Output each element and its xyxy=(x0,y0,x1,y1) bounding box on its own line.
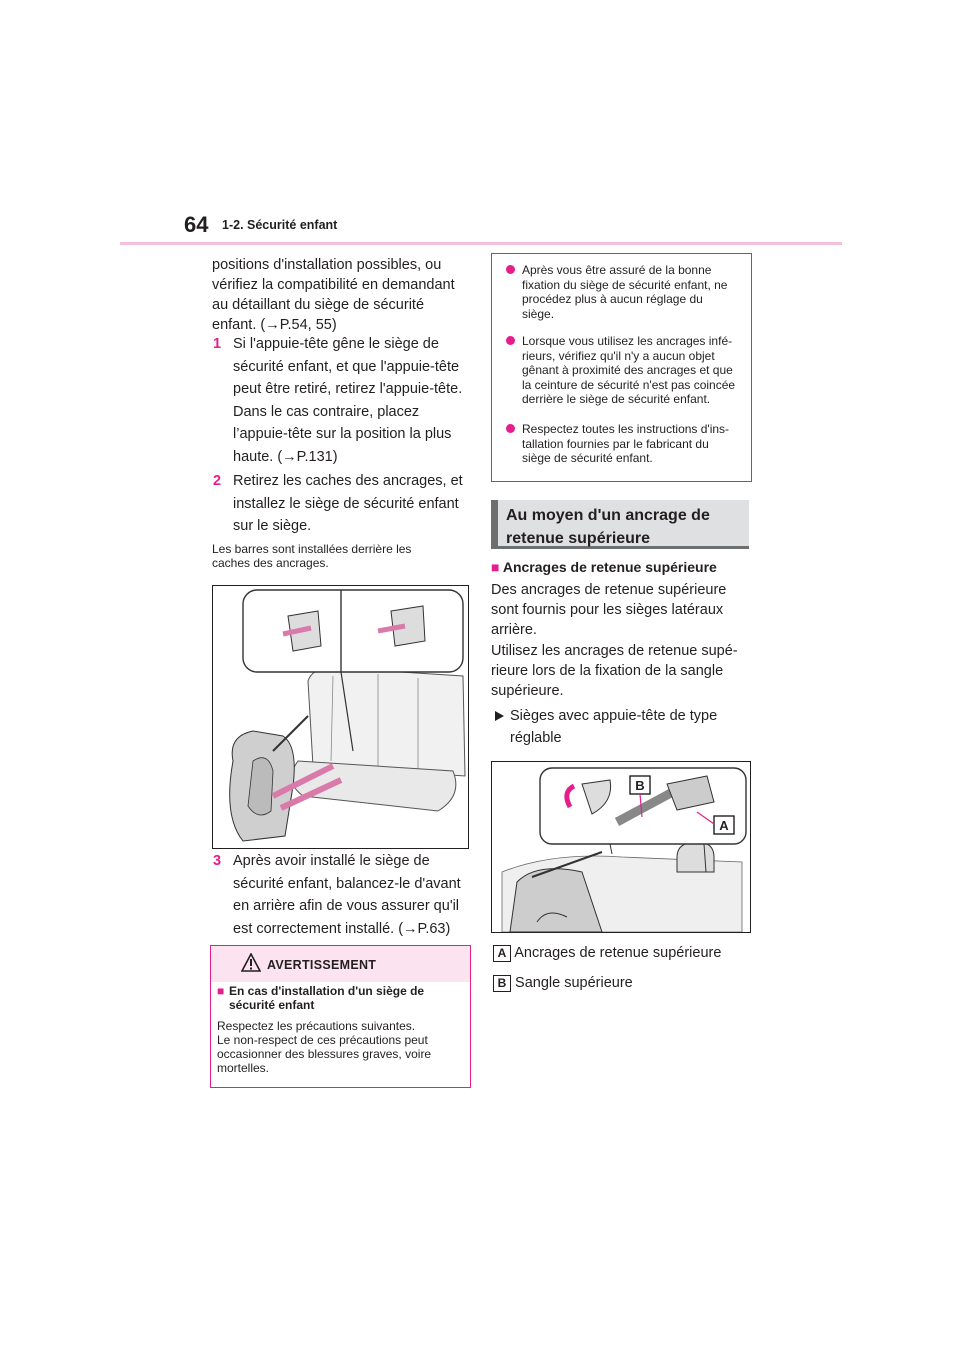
warning-box xyxy=(210,945,471,1088)
intro-line: positions d'installation possibles, ou xyxy=(212,257,442,273)
legend-text: Ancrages de retenue supérieure xyxy=(514,945,722,961)
warning-body: Respectez les précautions suivantes. Le non-respect de ces précautions peut occasionner des blessures graves, voire mortelles. xyxy=(217,1019,432,1075)
paragraph-1: Des ancrages de retenue supérieure sont fournis pour les sièges latéraux arrière. xyxy=(491,582,727,638)
anchor-note: Les barres sont installées derrière les caches des ancrages. xyxy=(212,542,412,570)
section-heading xyxy=(491,500,749,549)
step-1: 1 Si l'appuie-tête gêne le siège de sécurité enfant, et que l'appuie-tête peut être retiré, retirez l'appuie-tête. Dans le cas contraire, placez l’appuie-tête sur la position la plus haute. (→P.131) xyxy=(233,333,478,468)
intro-paragraph xyxy=(212,255,472,335)
legend-a xyxy=(493,944,755,962)
intro-line: vérifiez la compatibilité en demandant xyxy=(212,277,455,293)
figure-label-a: A xyxy=(719,818,729,833)
figure-label-b: B xyxy=(635,778,645,793)
legend-key: B xyxy=(493,975,511,992)
warning-header xyxy=(211,946,470,982)
step-number: 1 xyxy=(213,336,222,352)
legend-b xyxy=(493,974,755,992)
intro-line: enfant. (→P.54, 55) xyxy=(212,317,337,333)
subheading: ■ Ancrages de retenue supérieure xyxy=(491,559,717,575)
warning-subhead: ■ En cas d'installation d'un siège de sécurité enfant xyxy=(217,984,425,1012)
square-bullet-icon: ■ xyxy=(217,984,225,998)
notes-box: Après vous être assuré de la bonne fixation du siège de sécurité enfant, ne procédez plus à aucun réglage du siège. Lorsque vous utilisez les ancrages infé- rieurs, vérifiez qu'il n'y a aucun objet gênant à proximité des ancrages et que la ceinture de sécurité n'est pas coincée derrière le siège de sécurité enfant. Respectez toutes les instructions d'ins- tallation fournies par le fabricant du siège de sécurité enfant. xyxy=(491,253,752,482)
child-seat-install-drawing xyxy=(213,586,468,848)
legend-text: Sangle supérieure xyxy=(515,975,633,991)
triangle-bullet-icon xyxy=(495,711,504,721)
intro-line: au détaillant du siège de sécurité xyxy=(212,297,425,313)
square-bullet-icon: ■ xyxy=(491,559,500,575)
warning-triangle-icon xyxy=(241,953,261,973)
top-tether-illustration xyxy=(491,761,751,933)
step-2: 2 Retirez les caches des ancrages, et installez le siège de sécurité enfant sur le siège. xyxy=(233,470,478,538)
top-tether-drawing xyxy=(492,762,750,932)
warning-title: AVERTISSEMENT xyxy=(267,958,377,972)
heading-bar xyxy=(491,500,498,546)
header-rule xyxy=(120,242,842,245)
step-number: 3 xyxy=(213,853,222,869)
page-number: 64 xyxy=(184,212,209,237)
bullet-dot-icon xyxy=(506,336,515,345)
paragraph-2: Utilisez les ancrages de retenue supé- rieure lors de la fixation de la sangle supérieure. xyxy=(491,643,738,699)
legend-key: A xyxy=(493,945,511,962)
seat-type-item: Sièges avec appuie-tête de type réglable xyxy=(495,705,755,749)
installation-illustration xyxy=(212,585,469,849)
bullet-dot-icon xyxy=(506,265,515,274)
step-3: 3 Après avoir installé le siège de sécurité enfant, balancez-le d'avant en arrière afin de vous assurer qu'il est correctement installé. (→P.63) xyxy=(233,850,478,940)
heading-text: Au moyen d'un ancrage de retenue supérieure xyxy=(506,507,710,547)
bullet-dot-icon xyxy=(506,424,515,433)
section-title: 1-2. Sécurité enfant xyxy=(222,218,338,232)
step-number: 2 xyxy=(213,473,222,489)
